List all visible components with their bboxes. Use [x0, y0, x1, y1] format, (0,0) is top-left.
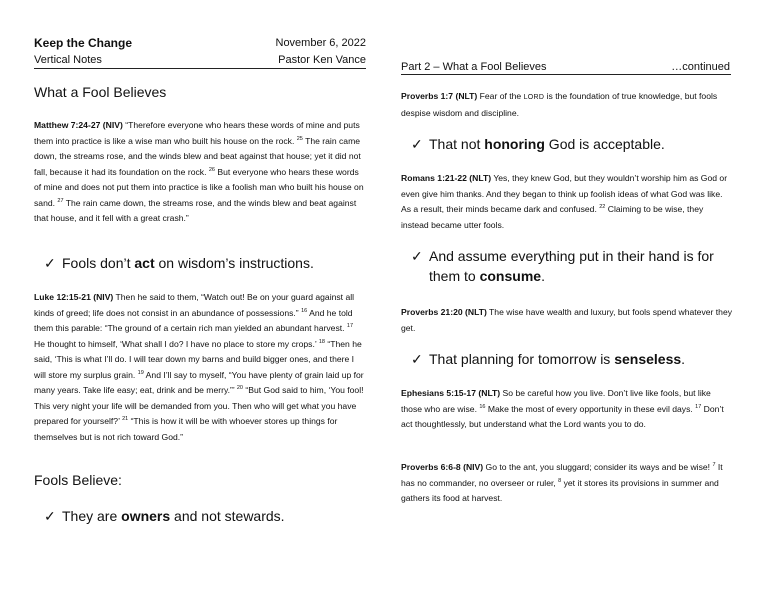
- scripture-text: Go to the ant, you sluggard; consider its ways and be wise!: [483, 462, 713, 472]
- sermon-subtitle: Vertical Notes: [34, 54, 102, 66]
- checkmark-icon: ✓: [411, 351, 423, 367]
- section-heading: What a Fool Believes: [34, 84, 167, 100]
- part-title: Part 2 – What a Fool Believes: [401, 61, 547, 73]
- pastor-name: Pastor Ken Vance: [278, 54, 366, 66]
- scripture-reference: Proverbs 21:20 (NLT): [401, 307, 487, 317]
- verse-number: 21: [122, 416, 129, 423]
- checkmark-icon: ✓: [411, 136, 423, 152]
- scripture-reference: Ephesians 5:15-17 (NLT): [401, 388, 501, 398]
- scripture-reference: Matthew 7:24-27 (NIV): [34, 120, 123, 130]
- verse-number: 25: [296, 135, 303, 142]
- verse-number: 7: [712, 462, 716, 469]
- scripture-text: And I’ll say to myself, “You have plenty of grain laid up for many years. Take life easy; eat, drink and be merry.”’: [34, 369, 364, 395]
- scripture-romans: [401, 171, 733, 233]
- scripture-text: yet it stores its provisions in summer and gathers its food at harvest.: [401, 477, 719, 503]
- sermon-date: November 6, 2022: [275, 37, 366, 49]
- checkmark-icon: ✓: [411, 248, 423, 264]
- section-heading-fools-believe: Fools Believe:: [34, 472, 122, 488]
- scripture-text: “But God said to him, ‘You fool! This very night your life will be demanded from you. Then who will get what you have prepared for yourself?’: [34, 385, 364, 426]
- scripture-proverbs-21-20: [401, 305, 733, 336]
- continued-label: …continued: [671, 61, 730, 73]
- scripture-text: Yes, they knew God, but they wouldn’t worship him as God or even give him thanks. And they began to think up foolish ideas of what God was like. As a result, their minds became dark and confused.: [401, 173, 728, 214]
- scripture-luke: [34, 290, 366, 445]
- verse-number: 22: [599, 204, 606, 211]
- point-text: That not honoring God is acceptable.: [429, 136, 665, 152]
- scripture-text: “Then he said, ‘This is what I’ll do. I will tear down my barns and build bigger ones, and there I will store my surplus grain.: [34, 338, 362, 380]
- sermon-title: Keep the Change: [34, 36, 133, 50]
- point-text: And assume everything put in their hand is for them to consume.: [429, 248, 714, 284]
- checkmark-icon: ✓: [44, 255, 56, 271]
- verse-number: 17: [346, 323, 354, 330]
- scripture-text: Don’t act thoughtlessly, but understand what the Lord wants you to do.: [401, 403, 724, 429]
- verse-number: 20: [236, 385, 243, 392]
- verse-number: 16: [301, 307, 308, 314]
- scripture-proverbs-1-7: [401, 89, 733, 121]
- scripture-text: The wise have wealth and luxury, but fools spend whatever they get.: [401, 307, 733, 333]
- scripture-text: But everyone who hears these words of mine and does not put them into practice is like a foolish man who built his house on sand.: [34, 166, 364, 208]
- point-senseless: [411, 349, 733, 369]
- scripture-text: Claiming to be wise, they instead became utter fools.: [401, 204, 704, 230]
- point-owners: [44, 506, 366, 526]
- verse-number: 19: [137, 369, 144, 376]
- scripture-text: The rain came down, the streams rose, and the winds blew and beat against that house, and it fell with a great crash.”: [34, 197, 357, 223]
- scripture-text: The rain came down, the streams rose, and the winds blew and beat against that house; yet it did not fall, because it had its foundation on the rock.: [34, 135, 361, 177]
- point-act: [44, 253, 366, 273]
- scripture-matthew: [34, 118, 366, 227]
- scripture-ephesians: [401, 386, 733, 433]
- point-text: Fools don’t act on wisdom’s instructions.: [62, 255, 314, 271]
- point-text: That planning for tomorrow is senseless.: [429, 351, 686, 367]
- scripture-text: Then he said to them, “Watch out! Be on your guard against all kinds of greed; life does not consist in an abundance of possessions.”: [34, 292, 355, 318]
- scripture-proverbs-6: [401, 460, 733, 507]
- scripture-text: So be careful how you live. Don’t live like fools, but like those who are wise.: [401, 388, 711, 414]
- verse-number: 18: [318, 338, 325, 345]
- scripture-text: He thought to himself, ‘What shall I do? I have no place to store my crops.’: [34, 338, 319, 349]
- point-honoring: [411, 134, 733, 154]
- verse-number: 8: [558, 477, 562, 484]
- point-text: They are owners and not stewards.: [62, 508, 285, 524]
- point-consume: [411, 246, 733, 286]
- scripture-text: “Therefore everyone who hears these words of mine and puts them into practice is like a wise man who built his house on the rock.: [34, 120, 360, 146]
- scripture-text: And he told them this parable: “The ground of a certain rich man yielded an abundant harvest.: [34, 307, 353, 333]
- scripture-text: is the foundation of true knowledge, but fools despise wisdom and discipline.: [401, 91, 718, 118]
- header-divider: [401, 74, 731, 75]
- scripture-reference: Proverbs 6:6-8 (NIV): [401, 462, 484, 472]
- verse-number: 16: [479, 403, 486, 410]
- checkmark-icon: ✓: [44, 508, 56, 524]
- verse-number: 26: [208, 166, 215, 173]
- verse-number: 17: [695, 403, 702, 410]
- lord-small-caps: LORD: [523, 94, 545, 101]
- scripture-reference: Luke 12:15-21 (NIV): [34, 292, 114, 302]
- scripture-text: It has no commander, no overseer or ruler,: [401, 462, 723, 488]
- verse-number: 27: [57, 197, 64, 204]
- scripture-text: “This is how it will be with whoever stores up things for themselves but is not rich toward God.”: [34, 416, 338, 442]
- scripture-text: Fear of the: [477, 91, 524, 101]
- header-divider: [34, 68, 366, 69]
- scripture-reference: Proverbs 1:7 (NLT): [401, 91, 478, 101]
- scripture-text: Make the most of every opportunity in these evil days.: [485, 403, 696, 414]
- scripture-reference: Romans 1:21-22 (NLT): [401, 173, 492, 183]
